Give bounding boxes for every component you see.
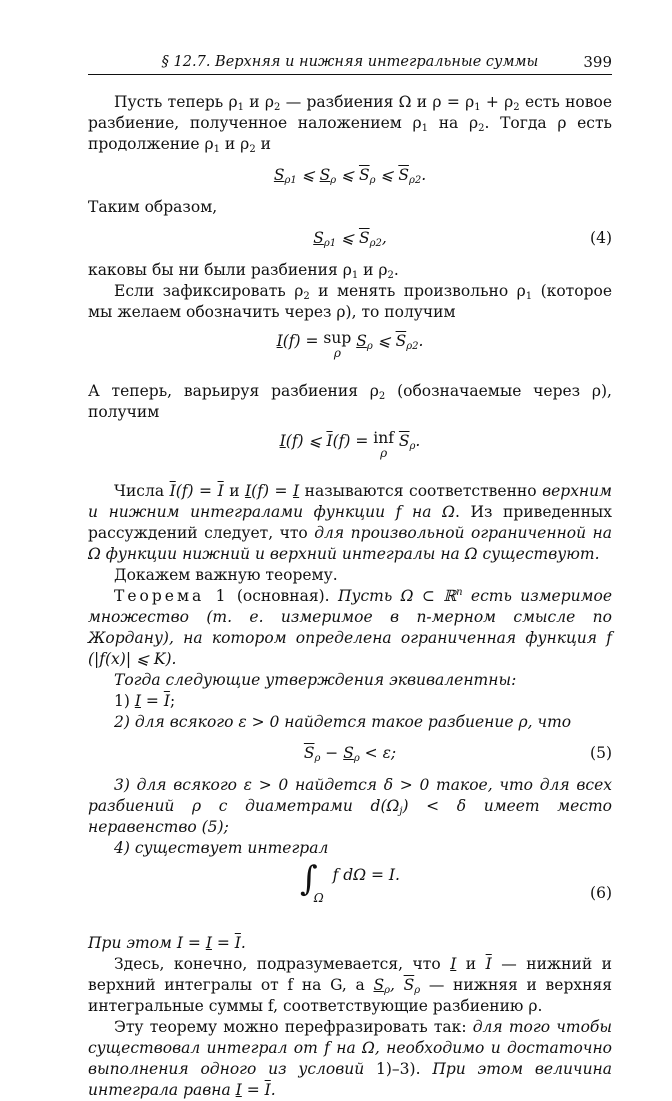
header-rule — [88, 74, 612, 75]
theorem-item-2: 2) для всякого ε > 0 найдется такое разбиение ρ, что — [114, 713, 572, 731]
theorem-statement: Теорема 1 (основная). Пусть Ω ⊂ ℝ$^n$ есть измеримое множество (т. е. измеримое в n-мерном смысле по Жордану), на котором определена ограниченная функция f (|f(x)| ⩽ K). — [88, 587, 612, 668]
theorem-item-4: 4) существует интеграл — [114, 839, 329, 857]
paragraph-any-partitions: каковы бы ни были разбиения $\rho_1$ и $\rho_2$. — [88, 261, 399, 281]
page-number: 399 — [583, 53, 612, 71]
paragraph-partitions: Пусть теперь $\rho_1$ и $\rho_2$ — разбиения Ω и $\rho = \rho_1 + \rho_2$ есть новое разбиение, полученное наложением $\rho_1$ на $\rho_2$. Тогда ρ есть продолжение $\rho_1$ и $\rho_2$ и — [88, 93, 612, 155]
page-body — [88, 92, 612, 1101]
running-header-title: § 12.7. Верхняя и нижняя интегральные суммы — [161, 54, 539, 70]
equation-number: (6) — [590, 884, 612, 902]
equation-number: (4) — [590, 229, 612, 247]
equation-6: $\int_\Omega$ f dΩ = I. (6) — [300, 859, 612, 905]
equation-inf: I(f) ⩽ $\overline{I}(f)$ = inf ρ $\overline{S}_\rho$. — [279, 429, 421, 460]
paragraph-thus: Таким образом, — [88, 198, 218, 216]
paragraph-lets-prove: Докажем важную теорему. — [114, 566, 338, 584]
equation-4: $S_{\rho 1}$ ⩽ $\overline{S}_{\rho 2}$, (4) — [88, 226, 612, 250]
equation-5: $\overline{S}_\rho - S_\rho < \varepsilon$; (5) — [88, 741, 612, 765]
equation-sup: I(f) = sup ρ $S_\rho$ ⩽ $\overline{S}_{\rho 2}$. — [276, 329, 424, 360]
paragraph-rephrase: Эту теорему можно перефразировать так: для того чтобы существовал интеграл от f на Ω, необходимо и достаточно выполнения одного из условий 1)–3). При этом величина интеграла равна $I = \overline{I}$. — [88, 1018, 613, 1099]
paragraph-explanation: Здесь, конечно, подразумевается, что I и $\overline{I}$ — нижний и верхний интегралы от f на G, а $S_\rho$, $\overline{S}_\rho$ — нижняя и верхняя интегральные суммы f, соответствующие разбиению ρ. — [88, 955, 612, 1015]
equation-number: (5) — [590, 744, 612, 762]
paragraph-fix: Если зафиксировать $\rho_2$ и менять произвольно $\rho_1$ (которое мы желаем обозначить через ρ), то получим — [88, 282, 613, 321]
theorem-label: Теорема 1 — [114, 587, 229, 605]
paragraph-varying: А теперь, варьируя разбиения $\rho_2$ (обозначаемые через ρ), получим — [88, 382, 612, 421]
equation-chain: $S_{\rho 1}$ ⩽ $S_\rho$ ⩽ $\overline{S}_\rho$ ⩽ $\overline{S}_{\rho 2}$. — [273, 166, 427, 186]
theorem-item-3: 3) для всякого ε > 0 найдется δ > 0 такое, что для всех разбиений ρ с диаметрами $d(\Omega_j) < \delta$ имеет место неравенство (5); — [88, 776, 613, 836]
theorem-item-1: 1) $I = \overline{I}$; — [114, 692, 176, 710]
theorem-conclusion: При этом $I = I = \overline{I}$. — [88, 934, 246, 952]
theorem-then: Тогда следующие утверждения эквивалентны: — [114, 671, 517, 689]
paragraph-definition: Числа $\overline{I}(f) = \overline{I}$ и I(f) = I называются соответственно верхним и нижним интегралами функции f на Ω. Из приведенных рассуждений следует, что для произвольной ограниченной на Ω функции нижний и верхний интегралы на Ω существуют. — [88, 482, 612, 563]
